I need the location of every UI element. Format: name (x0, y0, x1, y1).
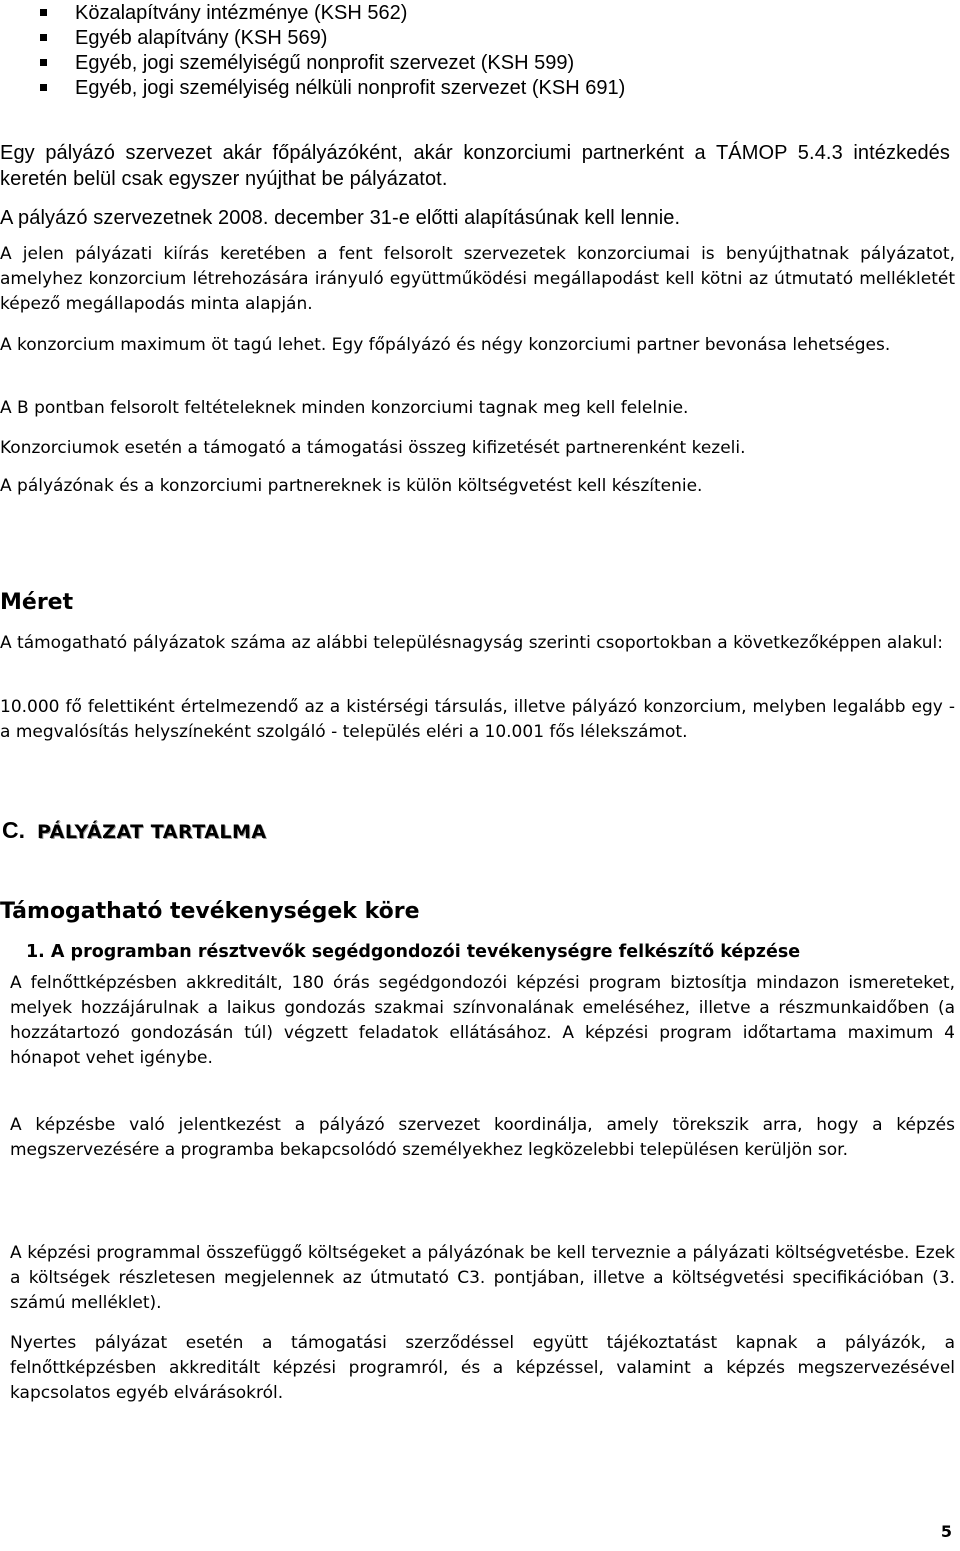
square-bullet-icon (40, 9, 47, 16)
section-heading-size: Méret (0, 590, 74, 615)
organization-type-list (40, 1, 840, 101)
paragraph-winners: Nyertes pályázat esetén a támogatási szerződéssel együtt tájékoztatást kapnak a pályázók, a felnőttképzésben akkreditált képzési programról, és a képzéssel, valamint a képzés megszervezésével kapcsolatos egyéb elvárásokról. (10, 1333, 955, 1403)
list-item: Közalapítvány intézménye (KSH 562) (40, 1, 840, 26)
paragraph-founding-date: A pályázó szervezetnek 2008. december 31-e előtti alapításúnak kell lennie. (0, 207, 681, 229)
list-item: Egyéb, jogi személyiség nélküli nonprofit szervezet (KSH 691) (40, 76, 840, 101)
square-bullet-icon (40, 84, 47, 91)
paragraph-registration: A képzésbe való jelentkezést a pályázó szervezet koordinálja, amely törekszik arra, hogy a képzés megszervezésére a programba bekapcsolódó személyekhez legközelebbi településen kerüljön sor. (10, 1115, 955, 1160)
subheading-training: 1. A programban résztvevők segédgondozói tevékenységre felkészítő képzése (26, 942, 801, 962)
section-title: PÁLYÁZAT TARTALMA (37, 821, 267, 843)
section-letter: C. (2, 817, 25, 843)
paragraph-supported-count: A támogatható pályázatok száma az alábbi településnagyság szerinti csoportokban a következőképpen alakul: (0, 633, 943, 653)
square-bullet-icon (40, 34, 47, 41)
page-number: 5 (940, 1522, 952, 1541)
square-bullet-icon (40, 59, 47, 66)
paragraph-consortium-size: A konzorcium maximum öt tagú lehet. Egy főpályázó és négy konzorciumi partner bevonása lehetséges. (0, 335, 891, 355)
paragraph-related-costs: A képzési programmal összefüggő költségeket a pályázónak be kell terveznie a pályázati költségvetésbe. Ezek a költségek részletesen megjelennek az útmutató C3. pontjában, illetve a költségvetési specifikációban (3. számú melléklet). (10, 1243, 955, 1313)
paragraph-consortium: A jelen pályázati kiírás keretében a fent felsorolt szervezetek konzorciumai is benyújthatnak pályázatot, amelyhez konzorcium létrehozására irányuló együttműködési megállapodást kell kötni az útmutató mellékletét képező megállapodás minta alapján. (0, 244, 955, 314)
paragraph-single-application: Egy pályázó szervezet akár főpályázóként, akár konzorciumi partnerként a TÁMOP 5.4.3 intézkedés keretén belül csak egyszer nyújthat be pályázatot. (0, 142, 950, 190)
paragraph-population: 10.000 fő felettiként értelmezendő az a kistérségi társulás, illetve pályázó konzorcium, melyben legalább egy - a megvalósítás helyszíneként szolgáló - település eléri a 10.001 fős lélekszámot. (0, 697, 955, 742)
list-item: Egyéb alapítvány (KSH 569) (40, 26, 840, 51)
section-heading-activities: Támogatható tevékenységek köre (0, 899, 420, 924)
list-item: Egyéb, jogi személyiségű nonprofit szervezet (KSH 599) (40, 51, 840, 76)
paragraph-conditions: A B pontban felsorolt feltételeknek minden konzorciumi tagnak meg kell felelnie. (0, 398, 689, 418)
paragraph-adult-training: A felnőttképzésben akkreditált, 180 órás segédgondozói képzési program biztosítja mindazon ismereteket, melyek hozzájárulnak a laikus gondozás szakmai színvonalának emeléséhez, illetve a részmunkaidőben (a hozzátartozó gondozásán túl) végzett feladatok ellátásához. A képzési program időtartama maximum 4 hónapot vehet igénybe. (10, 973, 955, 1068)
paragraph-payment: Konzorciumok esetén a támogató a támogatási összeg kifizetését partnerenként kezeli. (0, 438, 746, 458)
paragraph-budget: A pályázónak és a konzorciumi partnereknek is külön költségvetést kell készítenie. (0, 476, 703, 496)
section-heading-c (2, 815, 267, 847)
